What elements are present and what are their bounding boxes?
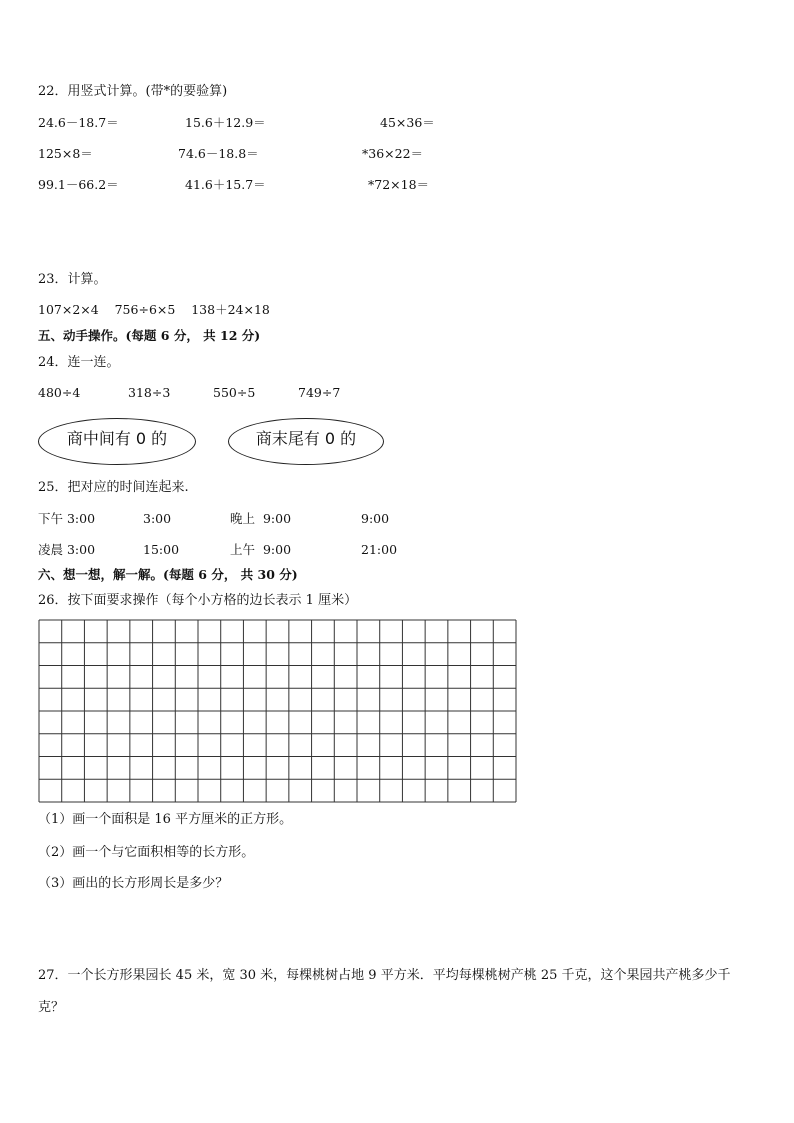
q24-title: 24．连一连。 [38, 355, 120, 370]
q22-r3-c3: *72×18＝ [368, 177, 430, 192]
q22-r1-c1: 24.6－18.7＝ [38, 115, 119, 130]
q25-title: 25．把对应的时间连起来. [38, 480, 189, 495]
square-grid[interactable] [38, 619, 518, 804]
q27-line1: 27．一个长方形果园长 45 米，宽 30 米，每棵桃树占地 9 平方米．平均每棵桃树产桃 25 千克，这个果园共产桃多少千 [38, 968, 731, 983]
q23-expressions: 107×2×4 756÷6×5 138＋24×18 [38, 302, 270, 317]
oval-right-label: 商末尾有 0 的 [255, 429, 357, 448]
q24-item-1: 480÷4 [38, 385, 81, 400]
q26-sub2: （2）画一个与它面积相等的长方形。 [38, 845, 255, 860]
q25-r2-c3: 上午 9:00 [230, 542, 292, 557]
q22-r1-c2: 15.6＋12.9＝ [185, 115, 266, 130]
q22-r1-c3: 45×36＝ [380, 115, 435, 130]
q25-r1-c4: 9:00 [361, 511, 390, 526]
q24-item-3: 550÷5 [213, 385, 256, 400]
oval-quotient-middle-zero[interactable] [38, 418, 196, 465]
q22-r2-c3: *36×22＝ [362, 146, 424, 161]
q22-r2-c1: 125×8＝ [38, 146, 93, 161]
q26-sub1: （1）画一个面积是 16 平方厘米的正方形。 [38, 812, 293, 827]
q25-r2-c2: 15:00 [143, 542, 180, 557]
section-6-heading: 六、想一想，解一解。(每题 6 分， 共 30 分) [38, 567, 298, 582]
q22-r3-c2: 41.6＋15.7＝ [185, 177, 266, 192]
q25-r1-c3: 晚上 9:00 [230, 511, 292, 526]
q26-sub3: （3）画出的长方形周长是多少？ [38, 876, 229, 891]
q24-item-4: 749÷7 [298, 385, 341, 400]
q25-r2-c4: 21:00 [361, 542, 398, 557]
oval-quotient-end-zero[interactable] [228, 418, 384, 465]
oval-left-label: 商中间有 0 的 [66, 429, 168, 448]
q22-r2-c2: 74.6－18.8＝ [178, 146, 259, 161]
q22-title: 22．用竖式计算。(带*的要验算) [38, 84, 228, 99]
q26-title: 26．按下面要求操作（每个小方格的边长表示 1 厘米） [38, 593, 358, 608]
q25-r1-c1: 下午 3:00 [38, 511, 96, 526]
q25-r2-c1: 凌晨 3:00 [38, 542, 96, 557]
q27-line2: 克？ [38, 1000, 65, 1015]
q25-r1-c2: 3:00 [143, 511, 172, 526]
q23-title: 23．计算。 [38, 272, 107, 287]
q22-r3-c1: 99.1－66.2＝ [38, 177, 119, 192]
q24-item-2: 318÷3 [128, 385, 171, 400]
section-5-heading: 五、动手操作。(每题 6 分， 共 12 分) [38, 328, 261, 343]
